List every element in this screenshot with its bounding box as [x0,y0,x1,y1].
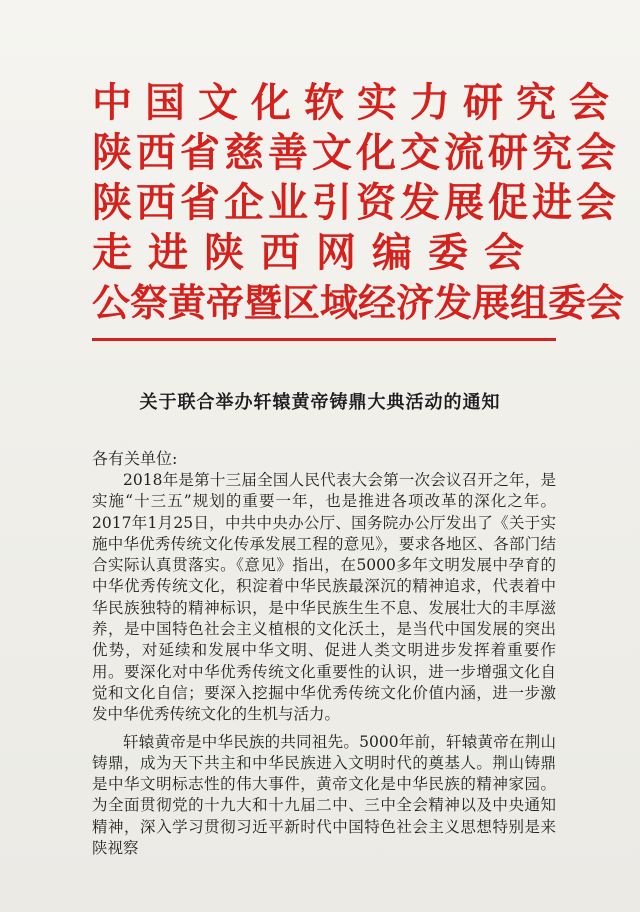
issuing-organizations [92,78,625,328]
document-title: 关于联合举办轩辕黄帝铸鼎大典活动的通知 [139,392,501,413]
paragraph: 轩辕黄帝是中华民族的共同祖先。5000年前，轩辕黄帝在荆山铸鼎，成为天下共主和中华民族进入文明时代的奠基人。荆山铸鼎是中华文明标志性的伟大事件，黄帝文化是中华民族的精神家园。为全面贯彻党的十九大和十九届二中、三中全会精神以及中央通知精神，深入学习贯彻习近平新时代中国特色社会主义思想特别是来陕视察 [92,732,556,858]
salutation: 各有关单位: [92,449,178,468]
org-name: 陕西省企业引资发展促进会 [92,179,620,226]
org-name: 陕西省慈善文化交流研究会 [92,129,620,176]
document-body [92,470,556,865]
paragraph: 2018年是第十三届全国人民代表大会第一次会议召开之年，是实施“十三五”规划的重要一年，也是推进各项改革的深化之年。2017年1月25日，中共中央办公厅、国务院办公厅发出了《关于实施中华优秀传统文化传承发展工程的意见》，要求各地区、各部门结合实际认真贯落实。《意见》指出，在5000多年文明发展中孕育的中华优秀传统文化，积淀着中华民族最深沉的精神追求，代表着中华民族独特的精神标识，是中华民族生生不息、发展壮大的丰厚滋养，是中国特色社会主义植根的文化沃土，是当代中国发展的突出优势，对延续和发展中华文明、促进人类文明进步发挥着重要作用。要深化对中华优秀传统文化重要性的认识，进一步增强文化自觉和文化自信；要深入挖掘中华优秀传统文化价值内涵，进一步激发中华优秀传统文化的生机与活力。 [92,471,556,724]
org-name: 走进陕西网编委会 [92,229,540,276]
org-name: 公祭黄帝暨区域经济发展组委会 [92,280,625,325]
org-name: 中国文化软实力研究会 [92,79,622,126]
red-header-divider [92,338,556,341]
